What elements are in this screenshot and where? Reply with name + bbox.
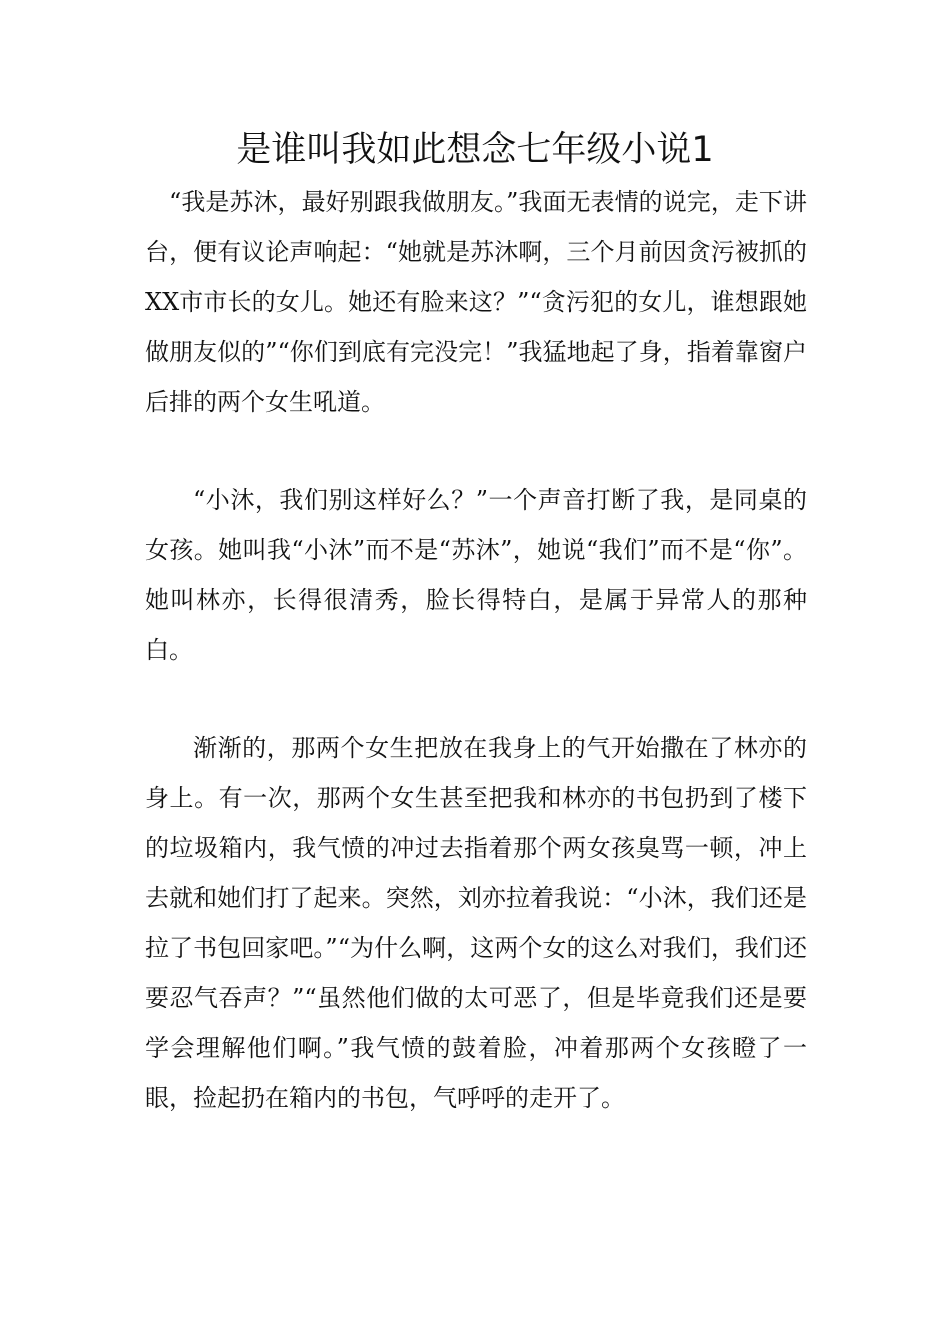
document-title: 是谁叫我如此想念七年级小说1: [236, 130, 714, 170]
paragraph: “我是苏沐，最好别跟我做朋友。”我面无表情的说完，走下讲台，便有议论声响起：“她就是苏沐啊，三个月前因贪污被抓的XX市市长的女儿。她还有脸来这？”“贪污犯的女儿，谁想跟她做朋友似的”“你们到底有完没完！”我猛地起了身，指着靠窗户后排的两个女生吼道。: [145, 188, 807, 416]
paragraph: “小沐，我们别这样好么？”一个声音打断了我，是同桌的女孩。她叫我“小沐”而不是“苏沐”，她说“我们”而不是“你”。她叫林亦，长得很清秀，脸长得特白，是属于异常人的那种白。: [145, 486, 807, 664]
paragraph: 渐渐的，那两个女生把放在我身上的气开始撒在了林亦的身上。有一次，那两个女生甚至把我和林亦的书包扔到了楼下的垃圾箱内，我气愤的冲过去指着那个两女孩臭骂一顿，冲上去就和她们打了起来。突然，刘亦拉着我说：“小沐，我们还是拉了书包回家吧。”“为什么啊，这两个女的这么对我们，我们还要忍气吞声？”“虽然他们做的太可恶了，但是毕竟我们还是要学会理解他们啊。”我气愤的鼓着脸，冲着那两个女孩瞪了一眼，捡起扔在箱内的书包，气呼呼的走开了。: [145, 734, 807, 1112]
